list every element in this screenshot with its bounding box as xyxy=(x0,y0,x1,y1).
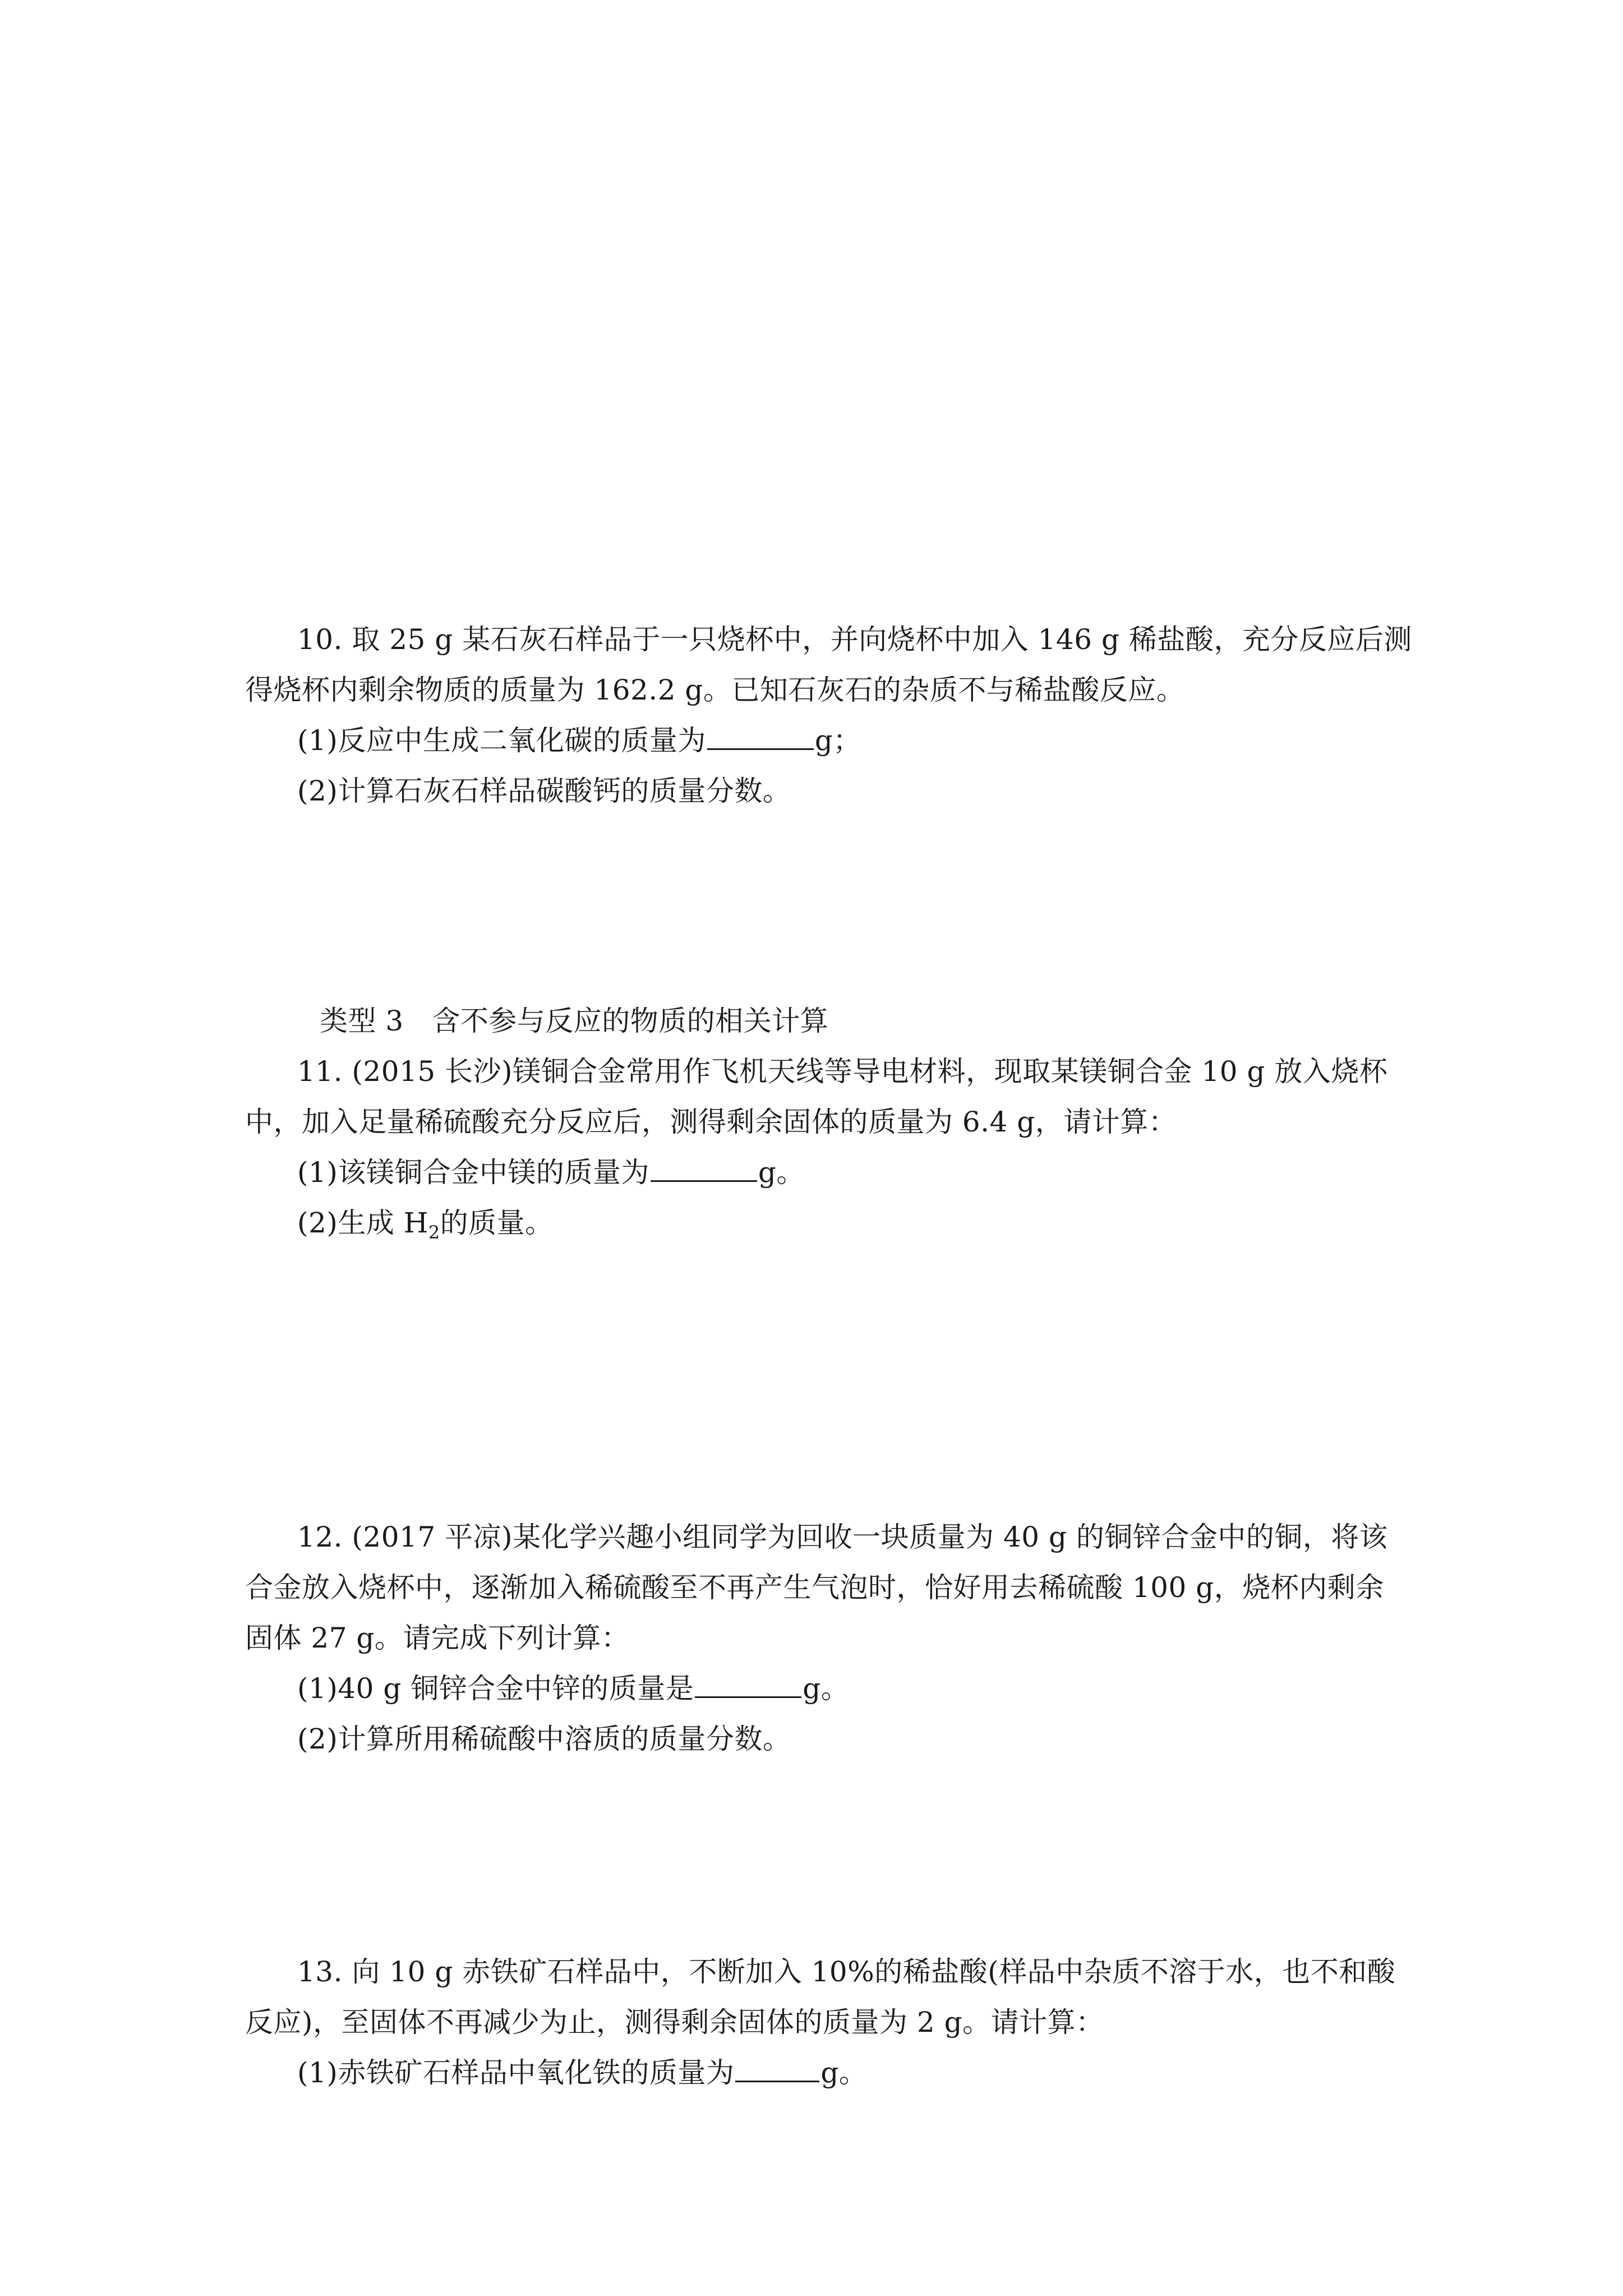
q12-sub-1 xyxy=(297,1669,849,1708)
q10-sub-1 xyxy=(297,721,861,760)
q12-line-1: 12. (2017 平凉)某化学兴趣小组同学为回收一块质量为 40 g 的铜锌合金中的铜，将该 xyxy=(297,1521,1388,1553)
q11-sub-2-rest: 的质量。 xyxy=(440,1207,554,1239)
q12-sub-1-text: (1)40 g 铜锌合金中锌的质量是 xyxy=(297,1672,694,1705)
q11-sub-2-text: (2)生成 H xyxy=(297,1207,428,1239)
answer-blank[interactable] xyxy=(651,1156,757,1182)
q12-line-3: 固体 27 g。请完成下列计算： xyxy=(245,1622,630,1654)
q13-line-2: 反应)，至固体不再减少为止，测得剩余固体的质量为 2 g。请计算： xyxy=(245,2006,1104,2039)
q11-line-2: 中，加入足量稀硫酸充分反应后，测得剩余固体的质量为 6.4 g，请计算： xyxy=(245,1106,1177,1138)
q10-line-1: 10. 取 25 g 某石灰石样品于一只烧杯中，并向烧杯中加入 146 g 稀盐酸，充分反应后测 xyxy=(297,623,1412,656)
q10-sub-2: (2)计算石灰石样品碳酸钙的质量分数。 xyxy=(297,775,791,807)
q10-sub-1-unit: g； xyxy=(814,724,861,757)
q11-sub-1 xyxy=(297,1153,805,1192)
answer-blank[interactable] xyxy=(707,724,814,750)
q12-sub-1-unit: g。 xyxy=(803,1672,850,1705)
q11-sub-1-text: (1)该镁铜合金中镁的质量为 xyxy=(297,1156,649,1189)
q10-sub-1-text: (1)反应中生成二氧化碳的质量为 xyxy=(297,724,706,757)
q10-line-2: 得烧杯内剩余物质的质量为 162.2 g。已知石灰石的杂质不与稀盐酸反应。 xyxy=(245,674,1185,706)
q12-sub-2: (2)计算所用稀硫酸中溶质的质量分数。 xyxy=(297,1723,791,1755)
q11-sub-1-unit: g。 xyxy=(758,1156,805,1189)
answer-blank[interactable] xyxy=(735,2056,819,2082)
section-heading: 类型 3 含不参与反应的物质的相关计算 xyxy=(320,1005,829,1037)
q13-line-1: 13. 向 10 g 赤铁矿石样品中，不断加入 10%的稀盐酸(样品中杂质不溶于水，也不和酸 xyxy=(297,1955,1396,1988)
q12-line-2: 合金放入烧杯中，逐渐加入稀硫酸至不再产生气泡时，恰好用去稀硫酸 100 g，烧杯内剩余 xyxy=(245,1571,1384,1604)
q13-sub-1-unit: g。 xyxy=(820,2056,868,2089)
q11-line-1: 11. (2015 长沙)镁铜合金常用作飞机天线等导电材料，现取某镁铜合金 10 g 放入烧杯 xyxy=(297,1055,1388,1088)
q11-sub-2 xyxy=(297,1203,554,1252)
subscript: 2 xyxy=(428,1222,440,1243)
answer-blank[interactable] xyxy=(695,1672,801,1698)
q13-sub-1-text: (1)赤铁矿石样品中氧化铁的质量为 xyxy=(297,2056,735,2089)
q13-sub-1 xyxy=(297,2053,867,2092)
